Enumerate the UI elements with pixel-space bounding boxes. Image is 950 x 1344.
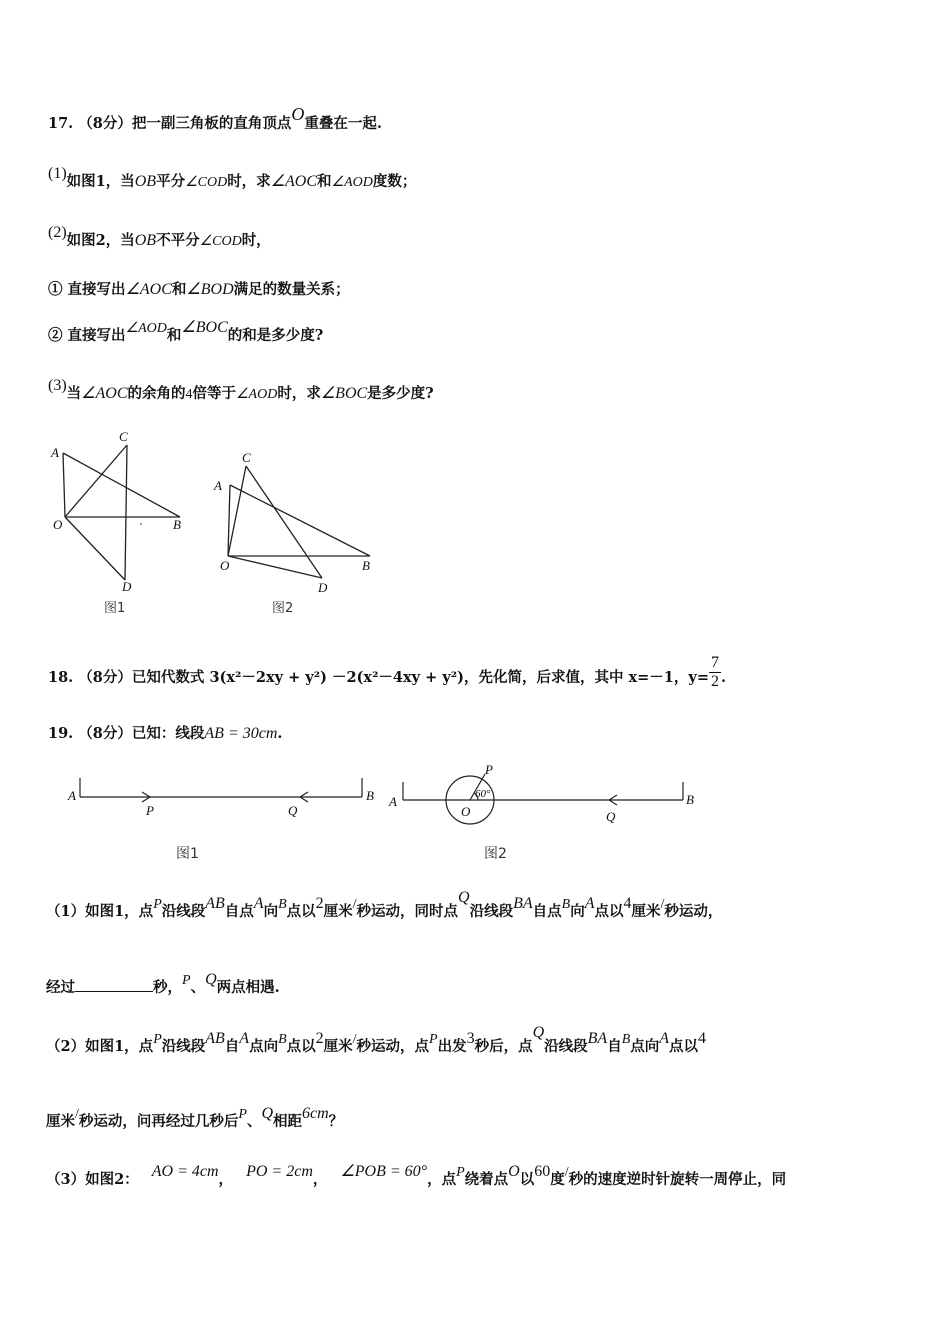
q19-p3-m-n: / xyxy=(564,1165,569,1180)
q17-sub2-math-d: ∠BOC xyxy=(181,319,228,336)
q19-p2-m-v: B xyxy=(621,1032,631,1047)
q17-part2 xyxy=(48,224,271,250)
q19-p1-m-f: A xyxy=(253,895,264,912)
q19-p3-t-e: ， xyxy=(312,1171,328,1188)
q19-p1-m-h: B xyxy=(278,897,287,912)
q19-p2-m-r: Q xyxy=(532,1024,545,1041)
q19-p2-t-w: 点向 xyxy=(630,1038,660,1055)
q19-p1-t-c: 沿线段 xyxy=(161,903,206,920)
q19-p3-t-k: 以 xyxy=(519,1171,535,1188)
q19-p1-m-n: Q xyxy=(458,889,470,906)
q17-sub2-text-a: ② 直接写出 xyxy=(48,327,126,344)
q19-part2-line1 xyxy=(46,1024,707,1056)
q19-title xyxy=(48,722,282,743)
q19-p1-t-w: 厘米 xyxy=(631,903,661,920)
q19-fig1-label-a: A xyxy=(68,788,76,803)
q19-p2-m-h: B xyxy=(278,1032,287,1047)
q17-fig2-label-o: O xyxy=(220,558,230,573)
q17-sub2-text-c: 和 xyxy=(166,327,182,344)
q19-p1-m-l: / xyxy=(352,897,357,912)
q17-part3-text-c: 的余角的 xyxy=(127,385,186,402)
q17-part1 xyxy=(48,165,417,191)
q19-p1-t-e: 自点 xyxy=(224,903,254,920)
q19-p3-t-c: ， xyxy=(218,1171,234,1188)
q19-p2-t-m: 秒运动，点 xyxy=(356,1038,430,1055)
q17-fig2-label-d: D xyxy=(318,580,328,595)
q19-fig2-label-a: A xyxy=(389,794,397,809)
q19-p1-t-q: 自点 xyxy=(532,903,562,920)
q19-p1-t-y: 秒运动， xyxy=(664,903,723,920)
q19-p2-l2-m-h: 6cm xyxy=(302,1105,329,1122)
q17-sub1 xyxy=(48,278,350,299)
q17-part2-math-d: ∠COD xyxy=(199,234,242,249)
q17-part3-text-e: 倍等于 xyxy=(192,385,236,402)
q17-stem: 把一副三角板的直角顶点 xyxy=(131,115,292,132)
q19-answer-blank[interactable] xyxy=(75,977,153,992)
q17-part3-text-g: 时，求 xyxy=(277,385,321,402)
q19-p1-l2-t-d: 、 xyxy=(190,979,206,996)
q19-p2-t-o: 出发 xyxy=(437,1038,467,1055)
q17-part1-math-h: ∠AOD xyxy=(331,175,373,190)
q19-p3-t-a: （3）如图2： xyxy=(46,1171,139,1188)
q19-fig2-caption: 图2 xyxy=(484,846,507,862)
q19-fig2-label-p: P xyxy=(485,762,493,777)
q19-p2-m-j: 2 xyxy=(315,1030,324,1047)
q17-part1-index: (1) xyxy=(48,165,67,182)
q17-part2-text-e: 时， xyxy=(241,232,271,249)
q18-text: 已知代数式 3(x²－2xy + y²) －2(x²－4xy + y²)，先化简，后求值，其中 x=－1，y= xyxy=(131,669,709,687)
q19-p2-t-q: 秒后，点 xyxy=(474,1038,533,1055)
q19-fig1-caption: 图1 xyxy=(176,846,199,862)
q19-p2-m-z: 4 xyxy=(698,1030,707,1047)
q19-fig2-label-o: O xyxy=(461,804,471,819)
q19-p1-m-r: B xyxy=(561,897,571,912)
q19-p1-m-x: / xyxy=(660,897,665,912)
q17-part1-text-a: 如图1，当 xyxy=(66,173,135,190)
q19-p2-m-f: A xyxy=(239,1030,250,1047)
q17-stem-end: 重叠在一起. xyxy=(304,115,382,132)
q19-fig1-label-q: Q xyxy=(288,803,298,818)
q19-p2-m-x: A xyxy=(659,1030,670,1047)
q19-p1-m-b: P xyxy=(153,897,162,912)
q19-fig2-label-q: Q xyxy=(606,809,616,824)
q19-p1-l2-m-e: Q xyxy=(205,971,217,988)
q17-part1-text-c: 平分 xyxy=(156,173,186,190)
q19-p1-l2-t-b: 秒， xyxy=(153,979,182,996)
q17-sub1-math-b: ∠AOC xyxy=(125,281,172,298)
q17-score: （8分） xyxy=(78,115,132,132)
q17-part3-math-f: ∠AOD xyxy=(236,387,278,402)
q19-p2-t-i: 点以 xyxy=(286,1038,316,1055)
q19-part1-line1 xyxy=(46,889,723,921)
q17-fig2-label-b: B xyxy=(362,558,370,573)
q17-fig1-label-c: C xyxy=(119,429,128,444)
q19-p3-m-d: PO = 2cm xyxy=(246,1163,313,1180)
q19-fig2-label-angle: 60° xyxy=(475,788,491,800)
q19-p1-t-g: 向 xyxy=(263,903,279,920)
q19-p2-l2-m-b: / xyxy=(75,1107,79,1122)
q17-vertex: O xyxy=(291,104,305,124)
q17-part3-text-a: 当 xyxy=(66,385,82,402)
q19-p2-l2-m-d: P xyxy=(238,1107,247,1122)
q19-p1-m-j: 2 xyxy=(315,895,324,912)
q17-sub1-text-e: 满足的数量关系； xyxy=(233,281,350,298)
q19-p2-m-b: P xyxy=(153,1032,162,1047)
q19-text-a: 已知：线段 xyxy=(131,725,205,742)
q19-p2-m-n: P xyxy=(429,1032,438,1047)
q17-part2-math-b: OB xyxy=(134,232,157,249)
q19-p3-m-b: AO = 4cm xyxy=(151,1163,219,1180)
q19-p1-m-t: A xyxy=(584,895,595,912)
q17-part3-math-d: 4 xyxy=(185,387,193,402)
q19-math-b: AB = 30cm xyxy=(204,725,278,742)
q19-p3-t-i: 绕着点 xyxy=(464,1171,509,1188)
q19-p1-l2-t-f: 两点相遇. xyxy=(216,979,280,996)
q18-number: 18. xyxy=(48,669,74,687)
q19-figure-2 xyxy=(385,760,705,830)
q17-figure-1 xyxy=(45,425,195,600)
q17-figure-2 xyxy=(210,448,385,603)
q19-p2-l2-t-i: ？ xyxy=(328,1113,344,1130)
q19-p1-t-u: 点以 xyxy=(594,903,624,920)
q19-p2-m-t: BA xyxy=(587,1030,608,1047)
q19-p3-m-f: ∠POB = 60° xyxy=(340,1163,428,1180)
q17-fig1-label-d: D xyxy=(122,579,132,594)
q19-part3 xyxy=(46,1163,787,1189)
q19-p1-t-m: 秒运动，同时点 xyxy=(356,903,459,920)
q17-sub1-text-c: 和 xyxy=(171,281,187,298)
q19-p1-t-a: （1）如图1，点 xyxy=(46,903,154,920)
q17-number: 17. xyxy=(48,115,74,132)
q17-sub2 xyxy=(48,319,324,345)
q19-fig1-label-p: P xyxy=(146,803,154,818)
q19-fig2-label-b: B xyxy=(686,792,694,807)
q19-p1-t-i: 点以 xyxy=(286,903,316,920)
q19-p2-t-g: 点向 xyxy=(249,1038,279,1055)
q19-p1-t-k: 厘米 xyxy=(323,903,353,920)
q19-p2-t-y: 点以 xyxy=(669,1038,699,1055)
q19-p2-l2-t-a: 厘米 xyxy=(46,1113,75,1130)
q19-p1-t-o: 沿线段 xyxy=(469,903,514,920)
q18 xyxy=(48,654,727,696)
q19-score: （8分） xyxy=(78,725,132,742)
q19-p3-m-l: 60 xyxy=(534,1163,551,1180)
q17-title xyxy=(48,104,382,133)
q19-p2-l2-t-c: 秒运动，问再经过几秒后 xyxy=(78,1113,239,1130)
q17-part3 xyxy=(48,377,434,403)
q18-fraction xyxy=(709,654,721,690)
q19-p3-m-j: O xyxy=(508,1163,520,1180)
q19-p3-t-m: 度 xyxy=(550,1171,565,1188)
q17-part1-text-g: 和 xyxy=(317,173,332,190)
q19-p1-m-p: BA xyxy=(513,895,533,912)
q17-fig2-label-c: C xyxy=(242,450,251,465)
q17-part1-text-i: 度数； xyxy=(372,173,417,190)
q17-part1-math-d: ∠COD xyxy=(185,175,228,190)
q17-part2-text-c: 不平分 xyxy=(156,232,200,249)
q18-end: . xyxy=(720,669,727,687)
q18-fraction-numerator: 7 xyxy=(710,654,719,671)
q19-p3-t-g: ，点 xyxy=(427,1171,457,1188)
q19-p2-l2-t-e: 、 xyxy=(246,1113,262,1130)
q17-part1-math-b: OB xyxy=(134,173,157,190)
q19-p2-t-e: 自 xyxy=(224,1038,240,1055)
q19-text-c: . xyxy=(277,725,283,742)
q19-p3-m-h: P xyxy=(456,1165,465,1180)
q17-part3-math-h: ∠BOC xyxy=(320,385,368,402)
q19-p2-t-s: 沿线段 xyxy=(544,1038,588,1055)
q17-sub2-text-e: 的和是多少度? xyxy=(227,327,324,344)
q17-fig2-caption: 图2 xyxy=(272,601,294,616)
q17-sub1-math-d: ∠BOD xyxy=(186,281,234,298)
q19-p2-l2-m-f: Q xyxy=(261,1105,274,1122)
q19-p1-t-s: 向 xyxy=(570,903,585,920)
q17-part3-text-i: 是多少度? xyxy=(367,385,434,402)
q17-fig2-label-a: A xyxy=(214,478,222,493)
q17-part3-math-b: ∠AOC xyxy=(81,385,128,402)
q18-score: （8分） xyxy=(78,669,132,687)
q19-p2-l2-t-g: 相距 xyxy=(273,1113,303,1130)
q17-fig1-label-a: A xyxy=(51,445,59,460)
q17-part2-index: (2) xyxy=(48,224,67,241)
q19-number: 19. xyxy=(48,725,74,742)
q19-p2-m-p: 3 xyxy=(466,1030,475,1047)
q17-fig1-label-o: O xyxy=(53,517,63,532)
q19-p1-l2-m-c: P xyxy=(182,973,191,988)
q17-part3-index: (3) xyxy=(48,377,67,394)
q17-fig1-caption: 图1 xyxy=(104,601,126,616)
q19-fig1-label-b: B xyxy=(366,788,374,803)
q17-part1-math-f: ∠AOC xyxy=(270,173,318,190)
q19-p2-t-a: （2）如图1，点 xyxy=(46,1038,154,1055)
q17-fig1-label-b: B xyxy=(173,517,181,532)
q19-part1-line2 xyxy=(46,971,280,997)
q19-p2-m-l: / xyxy=(352,1032,357,1047)
q19-p1-m-v: 4 xyxy=(623,895,632,912)
q18-fraction-denominator: 2 xyxy=(710,672,719,690)
q19-p1-m-d: AB xyxy=(205,895,225,912)
q17-part2-text-a: 如图2，当 xyxy=(66,232,135,249)
q19-figure-1 xyxy=(60,770,390,820)
q19-p2-t-c: 沿线段 xyxy=(161,1038,206,1055)
q19-p2-t-u: 自 xyxy=(607,1038,622,1055)
q19-p2-m-d: AB xyxy=(205,1030,225,1047)
q17-part1-text-e: 时，求 xyxy=(227,173,271,190)
q19-part2-line2 xyxy=(46,1105,344,1131)
q17-sub2-math-b: ∠AOD xyxy=(125,321,167,336)
q19-p2-t-k: 厘米 xyxy=(323,1038,353,1055)
q17-sub1-text-a: ① 直接写出 xyxy=(48,281,126,298)
q19-p3-t-o: 秒的速度逆时针旋转一周停止，同 xyxy=(568,1171,787,1188)
q19-p1-l2-t-a: 经过 xyxy=(46,979,75,996)
